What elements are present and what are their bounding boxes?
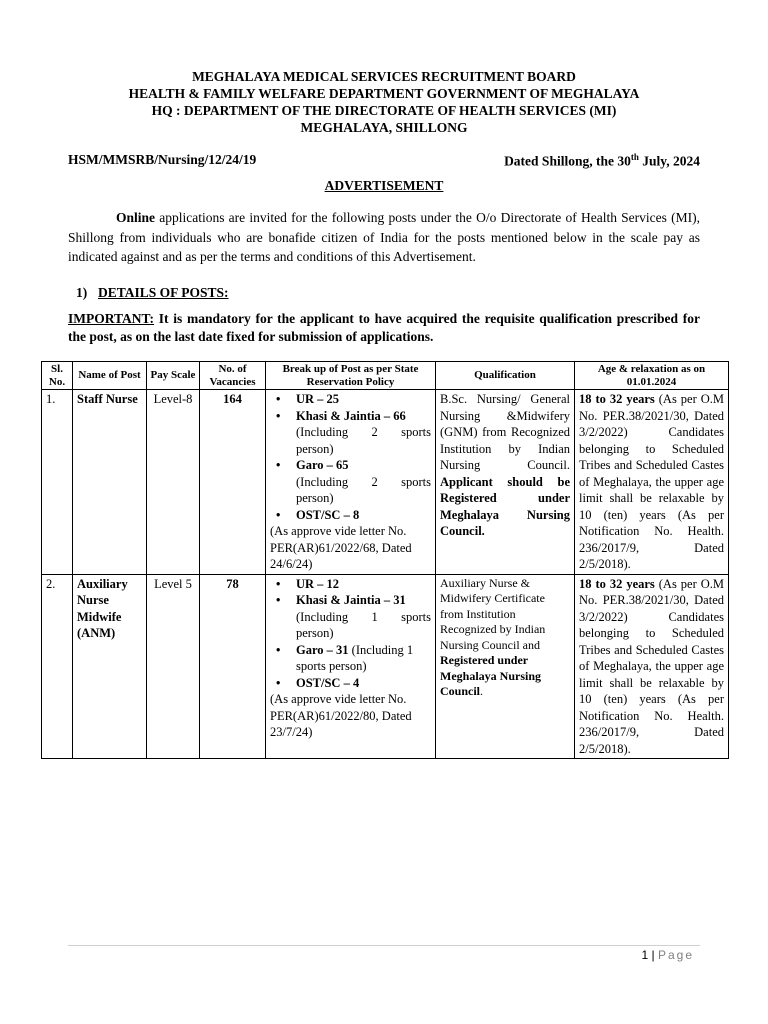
breakup-note: (Including 1 sports person) bbox=[296, 642, 414, 673]
section-title: DETAILS OF POSTS: bbox=[98, 285, 229, 300]
approval-note: (As approve vide letter No. PER(AR)61/2022/80, Dated 23/7/24) bbox=[270, 692, 412, 739]
cell-qualification bbox=[436, 390, 575, 575]
cell-breakup bbox=[266, 574, 436, 759]
header-line-3: HQ : DEPARTMENT OF THE DIRECTORATE OF HEALTH SERVICES (MI) bbox=[151, 103, 617, 118]
header-line-2: HEALTH & FAMILY WELFARE DEPARTMENT GOVERNMENT OF MEGHALAYA bbox=[128, 86, 640, 101]
important-label: IMPORTANT: bbox=[68, 311, 155, 326]
header-qualification: Qualification bbox=[436, 362, 575, 390]
breakup-item bbox=[270, 642, 431, 675]
breakup-ur: UR – 25 bbox=[296, 392, 340, 406]
breakup-item bbox=[270, 507, 431, 524]
breakup-garo: Garo – 65 bbox=[296, 458, 349, 472]
cell-vacancies: 78 bbox=[200, 574, 266, 759]
age-relaxation-text: (As per O.M No. PER.38/2021/30, Dated 3/2/2022) Candidates belonging to Scheduled Tribes and Scheduled Castes of Meghalaya, the upper age limit shall be relaxable by 10 (ten) years (As per Notification No. Health. 236/2017/9, Dated 2/5/2018). bbox=[579, 576, 724, 756]
section-number: 1) bbox=[76, 285, 88, 300]
header-sl-no: Sl. No. bbox=[42, 362, 73, 390]
breakup-item bbox=[270, 592, 431, 642]
breakup-note: (Including 2 sports person) bbox=[296, 425, 431, 456]
cell-sl-no: 1. bbox=[42, 390, 73, 575]
breakup-list bbox=[270, 576, 431, 692]
breakup-ost-sc: OST/SC – 8 bbox=[296, 507, 360, 522]
header-line-4: MEGHALAYA, SHILLONG bbox=[300, 120, 468, 135]
breakup-note: (Including 2 sports person) bbox=[296, 474, 431, 505]
header-line-1: MEGHALAYA MEDICAL SERVICES RECRUITMENT BOARD bbox=[192, 69, 576, 84]
qualification-text: Auxiliary Nurse & Midwifery Certificate from Institution Recognized by Indian Nursing Council and bbox=[440, 575, 546, 652]
date-month-year: July, 2024 bbox=[638, 153, 700, 169]
table-header-row bbox=[42, 362, 729, 390]
age-range: 18 to 32 years bbox=[579, 576, 655, 591]
approval-note: (As approve vide letter No. PER(AR)61/2022/68, Dated 24/6/24) bbox=[270, 524, 412, 571]
breakup-ur: UR – 12 bbox=[296, 576, 340, 591]
breakup-item bbox=[270, 576, 431, 593]
breakup-item bbox=[270, 408, 431, 458]
qualification-registration: Registered under Meghalaya Nursing Council bbox=[440, 653, 542, 698]
breakup-item bbox=[270, 675, 431, 692]
breakup-ost-sc: OST/SC – 4 bbox=[296, 675, 360, 690]
reference-line bbox=[68, 152, 700, 170]
intro-text: applications are invited for the following posts under the O/o Directorate of Health Services (MI), Shillong from individuals who are bonafide citizen of India for the posts mentioned below in the scale pay as indicated against and as per the terms and conditions of this Advertisement. bbox=[68, 210, 700, 264]
breakup-note: (Including 1 sports person) bbox=[296, 609, 431, 640]
cell-qualification bbox=[436, 574, 575, 759]
breakup-khasi-jaintia: Khasi & Jaintia – 31 bbox=[296, 593, 406, 607]
header-age: Age & relaxation as on 01.01.2024 bbox=[575, 362, 729, 390]
intro-paragraph bbox=[68, 208, 700, 267]
cell-breakup bbox=[266, 390, 436, 575]
reference-date bbox=[504, 152, 700, 170]
page-separator: | bbox=[648, 948, 658, 962]
cell-age bbox=[575, 574, 729, 759]
qualification-text: B.Sc. Nursing/ General Nursing &Midwifery (GNM) from Recognized Institution by Indian Nursing Council. bbox=[440, 392, 570, 472]
table-row bbox=[42, 574, 729, 759]
reference-number: HSM/MMSRB/Nursing/12/24/19 bbox=[68, 152, 257, 167]
header-pay-scale: Pay Scale bbox=[147, 362, 200, 390]
cell-pay-scale: Level 5 bbox=[147, 574, 200, 759]
page-footer bbox=[641, 948, 694, 962]
important-note bbox=[68, 310, 700, 345]
intro-lead: Online bbox=[116, 210, 156, 225]
breakup-garo: Garo – 31 bbox=[296, 642, 349, 657]
header-vacancies: No. of Vacancies bbox=[200, 362, 266, 390]
cell-pay-scale: Level-8 bbox=[147, 390, 200, 575]
age-relaxation-text: (As per O.M No. PER.38/2021/30, Dated 3/2/2022) Candidates belonging to Scheduled Tribes and Scheduled Castes of Meghalaya, the upper age limit shall be relaxable by 10 (ten) years (As per Notification No. Health. 236/2017/9, Dated 2/5/2018). bbox=[579, 392, 724, 571]
breakup-item bbox=[270, 457, 431, 507]
date-suffix-sup: th bbox=[630, 152, 639, 162]
breakup-item bbox=[270, 391, 431, 408]
cell-post-name: Auxiliary Nurse Midwife (ANM) bbox=[73, 574, 147, 759]
cell-post-name: Staff Nurse bbox=[73, 390, 147, 575]
qualification-registration: Applicant should be Registered under Meghalaya Nursing Council. bbox=[440, 474, 570, 538]
cell-sl-no: 2. bbox=[42, 574, 73, 759]
cell-vacancies: 164 bbox=[200, 390, 266, 575]
advertisement-title: ADVERTISEMENT bbox=[324, 178, 444, 193]
posts-table bbox=[41, 361, 729, 759]
date-prefix: Dated Shillong, the 30 bbox=[504, 153, 631, 169]
cell-age bbox=[575, 390, 729, 575]
section-heading bbox=[76, 285, 229, 301]
header-breakup: Break up of Post as per State Reservation Policy bbox=[266, 362, 436, 390]
page-number: 1 bbox=[641, 948, 649, 962]
header-post-name: Name of Post bbox=[73, 362, 147, 390]
important-text: It is mandatory for the applicant to have acquired the requisite qualification prescribed for the post, as on the last date fixed for submission of applications. bbox=[68, 311, 700, 344]
breakup-khasi-jaintia: Khasi & Jaintia – 66 bbox=[296, 408, 406, 423]
letterhead bbox=[0, 68, 768, 136]
table-row bbox=[42, 390, 729, 575]
breakup-list bbox=[270, 391, 431, 523]
age-range: 18 to 32 years bbox=[579, 392, 655, 406]
qualification-end: . bbox=[480, 684, 484, 698]
page-label: Page bbox=[657, 948, 694, 962]
footer-divider bbox=[68, 945, 700, 946]
